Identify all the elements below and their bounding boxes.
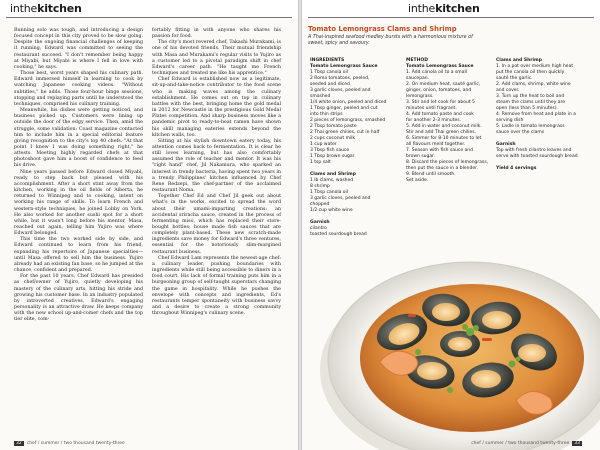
recipe-line: 1 lb clams, washed — [310, 178, 354, 183]
footer-text: chef / summer / two thousand twenty-three — [471, 441, 570, 446]
left-masthead — [10, 2, 82, 15]
dish-photo — [320, 240, 600, 450]
recipe-line: 2 Roma tomatoes, peeled, — [310, 76, 370, 81]
recipe-line: 6. Simmer for 8-10 minutes to let — [406, 136, 482, 141]
article-paragraph: Running solo was tough, and introducing a design focused concept in this city proved to be slow going. Despite the ongoing financial challenges of keeping it running, Edward was committed to seeing the restaurant succeed. "I don't remember being happy at Miyabi, but Miyabi is where I fell in love with cooking," he says. — [14, 28, 143, 70]
recipe-line: 8. Discard the pieces of lemongrass, — [406, 160, 489, 165]
recipe-line: 2 Thai green chilies, cut in half — [310, 130, 380, 135]
recipe-heading: Yield 4 servings — [496, 166, 537, 171]
left-footer — [14, 441, 125, 446]
masthead-prefix: inthe — [408, 2, 436, 15]
recipe-heading: Tomato Lemongrass Sauce — [310, 64, 378, 69]
right-masthead — [408, 2, 480, 15]
left-header-rule — [6, 17, 292, 18]
masthead-suffix: kitchen — [435, 2, 480, 15]
recipe-line: sauce over the clams — [496, 130, 545, 135]
recipe-heading: Clams and Shrimp — [310, 172, 356, 177]
recipe-line: and cover. — [496, 88, 520, 93]
recipe-line: put the canola oil then quickly — [496, 70, 565, 75]
article-paragraph: Chef Edward is established now as a legitimate, sit-up-and-take-notice contributor to the food scene who is making waves among the culinary establishment. He comes out on top in culinary battles with the best, bringing home the gold medal in 2012 for Newcastle in the prestigious Gold Medal Plates competition. And sharp business moves like a pandemic pivot to ready-to-heat ramen have shown his skill managing eateries extends beyond the kitchen walls, too. — [152, 77, 281, 138]
article-paragraph: fortably fitting in with anyone who shares his passion for food. — [152, 28, 281, 40]
recipe-line: all flavours meld together. — [406, 142, 466, 147]
method-continued-column — [496, 58, 594, 172]
recipe-line: 5. Ladle in tomato lemongrass — [496, 124, 565, 129]
recipe-line: open (less than 5 minutes). — [496, 106, 558, 111]
right-footer — [471, 441, 582, 446]
recipe-line: 1 Tbsp canola oil — [310, 190, 349, 195]
recipe-line: smashed — [310, 94, 331, 99]
article-column-1 — [14, 28, 143, 324]
recipe-line: saucepan. — [406, 76, 430, 81]
recipe-heading: Garnish — [496, 142, 516, 147]
recipe-line: brown sugar. — [406, 154, 436, 159]
recipe-heading: Garnish — [310, 220, 330, 225]
recipe-line: lemongrass. — [406, 94, 434, 99]
recipe-line: for another 2-3 minutes. — [406, 118, 462, 123]
recipe-line: 8 shrimp — [310, 184, 330, 189]
recipe-line: serving dish — [496, 118, 524, 123]
recipe-line: 3 Tbsp fish sauce — [310, 148, 350, 153]
article-column-2 — [152, 28, 281, 317]
article-paragraph: Chef Edward Lam represents the newest-age chef: a culinary leader, pushing boundaries with ingredients while still being accessible to diners in a food court. His lack of formal training puts him in a burgeoning group of self-taught superstars changing the game in hospitality. While he pushes the envelope with concepts and ingredients, Ed's restaurants temper spontaneity with business savvy and a desire to create a strong community throughout Winnipeg's culinary scene. — [152, 255, 281, 317]
article-paragraph: Meanwhile, his dishes were getting noticed, and business picked up. Customers were lining up outside the door of the edgy service. Then, amid the struggle, some validation: Coast magazine contacted him to include him in a special editorial feature giving recognition to the city's top 40 chefs. "At that point I knew I was doing something right," he attests. Meeting highly regarded chefs at that photoshoot gave him a boost of confidence to feed his drive. — [14, 108, 143, 169]
recipe-line: 4. Add tomato paste and cook — [406, 112, 474, 117]
recipe-line: 3 garlic cloves, peeled and — [310, 196, 371, 201]
recipe-line: minutes until fragrant. — [406, 106, 457, 111]
article-paragraph: The city's most revered chef, Takashi Murakami, is one of his devoted friends. Their mutual friendship with Masa and Murakami's regular visits to Yujiro as a customer led to a pivotal paradigm shift in chef Edward's career path. "He taught me French techniques and treated me like his apprentice." — [152, 40, 281, 77]
article-paragraph: This time the two worked side by side, and Edward continued to learn from his friend, expanding his repertoire of Japanese specialties—until Masa offered to sell him the business. Yujiro already had an existing fan base, so he jumped at the chance, confident and prepared. — [14, 237, 143, 274]
recipe-line: 9. Blend until smooth. — [406, 172, 456, 177]
recipe-line: 1/2 cup white wine — [310, 208, 353, 213]
recipe-line: 2 pieces of lemongrass, smashed — [310, 118, 386, 123]
recipe-line: 1. Add canola oil to a small — [406, 70, 467, 75]
recipe-heading: Clams and Shrimp — [496, 58, 542, 63]
recipe-line: 3. Stir and let cook for about 5 — [406, 100, 475, 105]
left-page — [0, 0, 298, 450]
recipe-line: 2. On medium heat, sauté garlic, — [406, 82, 481, 87]
masthead-suffix: kitchen — [37, 2, 82, 15]
recipe-line: chopped — [310, 202, 330, 207]
recipe-line: cilantro — [310, 226, 327, 231]
recipe-line: 1/4 white onion, peeled and diced — [310, 100, 387, 105]
recipe-line: into thin strips — [310, 112, 343, 117]
recipe-line: Stir and add Thai green chilies. — [406, 130, 477, 135]
article-paragraph: For the past 10 years, Chef Edward has presided as chef/owner of Yujiro, quietly developing his mastery of the culinary arts, hitting his stride and growing his customer base. In an industry populated by introverted creatives, Edward's engaging personality is an attractive draw. He keeps company with the new school up-and-comer chefs and the top tier elite, com- — [14, 274, 143, 323]
recipe-line: seeded and diced — [310, 82, 350, 87]
recipe-title: Tomato Lemongrass Clams and Shrimp — [308, 25, 457, 33]
page-number: 33 — [574, 441, 580, 446]
recipe-line: 4. Remove from heat and plate in a — [496, 112, 576, 117]
recipe-line: 2 Tbsp tomato paste — [310, 124, 357, 129]
recipe-line: serve with toasted sourdough bread. — [496, 154, 579, 159]
method-column — [406, 58, 490, 184]
recipe-line: 5. Add in water and coconut milk. — [406, 124, 482, 129]
page-number: 32 — [16, 441, 22, 446]
recipe-line: sauté the garlic. — [496, 76, 533, 81]
recipe-line: ginger, onion, tomatoes, and — [406, 88, 472, 93]
masthead-prefix: inthe — [10, 2, 38, 15]
recipe-line: 1. In a pot over medium high heat — [496, 64, 574, 69]
ingredients-column — [310, 58, 392, 238]
article-paragraph: Together Chef Ed and Chef Jil geek out about what's in the works, excited to spread the word about their umami-imparting creations: an accidental sriracha sauce, created in the process of fermenting miso, which has replaced their store-bought bottles; house made fish sauces that are completely plant-based. These new scratch-made ingredients save money for Edward's three ventures, essential for the notoriously slim-margined restaurant business. — [152, 194, 281, 255]
recipe-line: 1 Tbsp canola oil — [310, 70, 349, 75]
recipe-line: 1 cup water — [310, 142, 337, 147]
footer-text: chef / summer / two thousand twenty-three — [26, 441, 125, 446]
right-header-rule — [308, 17, 594, 18]
recipe-line: 2. Add clams, shrimp, white wine — [496, 82, 571, 87]
recipe-line: Top with fresh cilantro leaves and — [496, 148, 572, 153]
article-paragraph: Those best, worst years shaped his culinary path. Edward immersed himself in learning to cook by watching Japanese cooking videos. "Without subtitles," he adds. Those four-hour binge sessions, stopping and replaying parts until he understood the techniques, comprised his culinary training. — [14, 71, 143, 107]
recipe-subtitle: A Thai-inspired seafood medley bursts with a harmonious mixture of sweet, spicy and savoury. — [308, 35, 473, 46]
recipe-line: 3. Turn up the heat to boil and — [496, 94, 565, 99]
recipe-line: then put the sauce in a blender. — [406, 166, 478, 171]
recipe-line: 2 cups coconut milk — [310, 136, 356, 141]
recipe-line: Set aside. — [406, 178, 429, 183]
right-page — [302, 0, 600, 450]
recipe-line: 1 Tbsp brown sugar — [310, 154, 355, 159]
recipe-line: 3 garlic cloves, peeled and — [310, 88, 371, 93]
recipe-line: 1 tsp salt — [310, 160, 331, 165]
recipe-line: 7. Season with fish sauce and — [406, 148, 474, 153]
article-paragraph: Nine years passed before Edward closed Miyabi, ready to step back but pleased with his accomplishment. After a short stint away from the kitchen, working in the oil fields of Alberta, he returned to Winnipeg and to cooking, intent on working his range of skills. To learn French and western-style techniques, he joined Lobby on York. He also worked for another sushi spot for a short while, but it wasn't long before his mentor, Masa, reached out again, telling him Yujiro was where Edward belonged. — [14, 169, 143, 237]
recipe-heading: Tomato Lemongrass Sauce — [406, 64, 474, 69]
recipe-heading: METHOD — [406, 58, 428, 63]
recipe-line: 1 Tbsp ginger, peeled and cut — [310, 106, 378, 111]
recipe-line: steam the clams until they are — [496, 100, 566, 105]
recipe-line: toasted sourdough bread — [310, 232, 367, 237]
recipe-heading: INGREDIENTS — [310, 58, 345, 63]
article-paragraph: Sitting at his stylish downtown eatery today, his attention comes back to fermentation. It is clear he still loves learning, but has also comfortably assumed the role of teacher and mentor. It was his "right hand" chef, Jil Nakamura, who sparked an interest in trendy bacteria, having spent two years in a trendy Philippines' kitchen influenced by Chef Rene Redzepi, the chef-partner of the acclaimed restaurant Noma. — [152, 138, 281, 194]
